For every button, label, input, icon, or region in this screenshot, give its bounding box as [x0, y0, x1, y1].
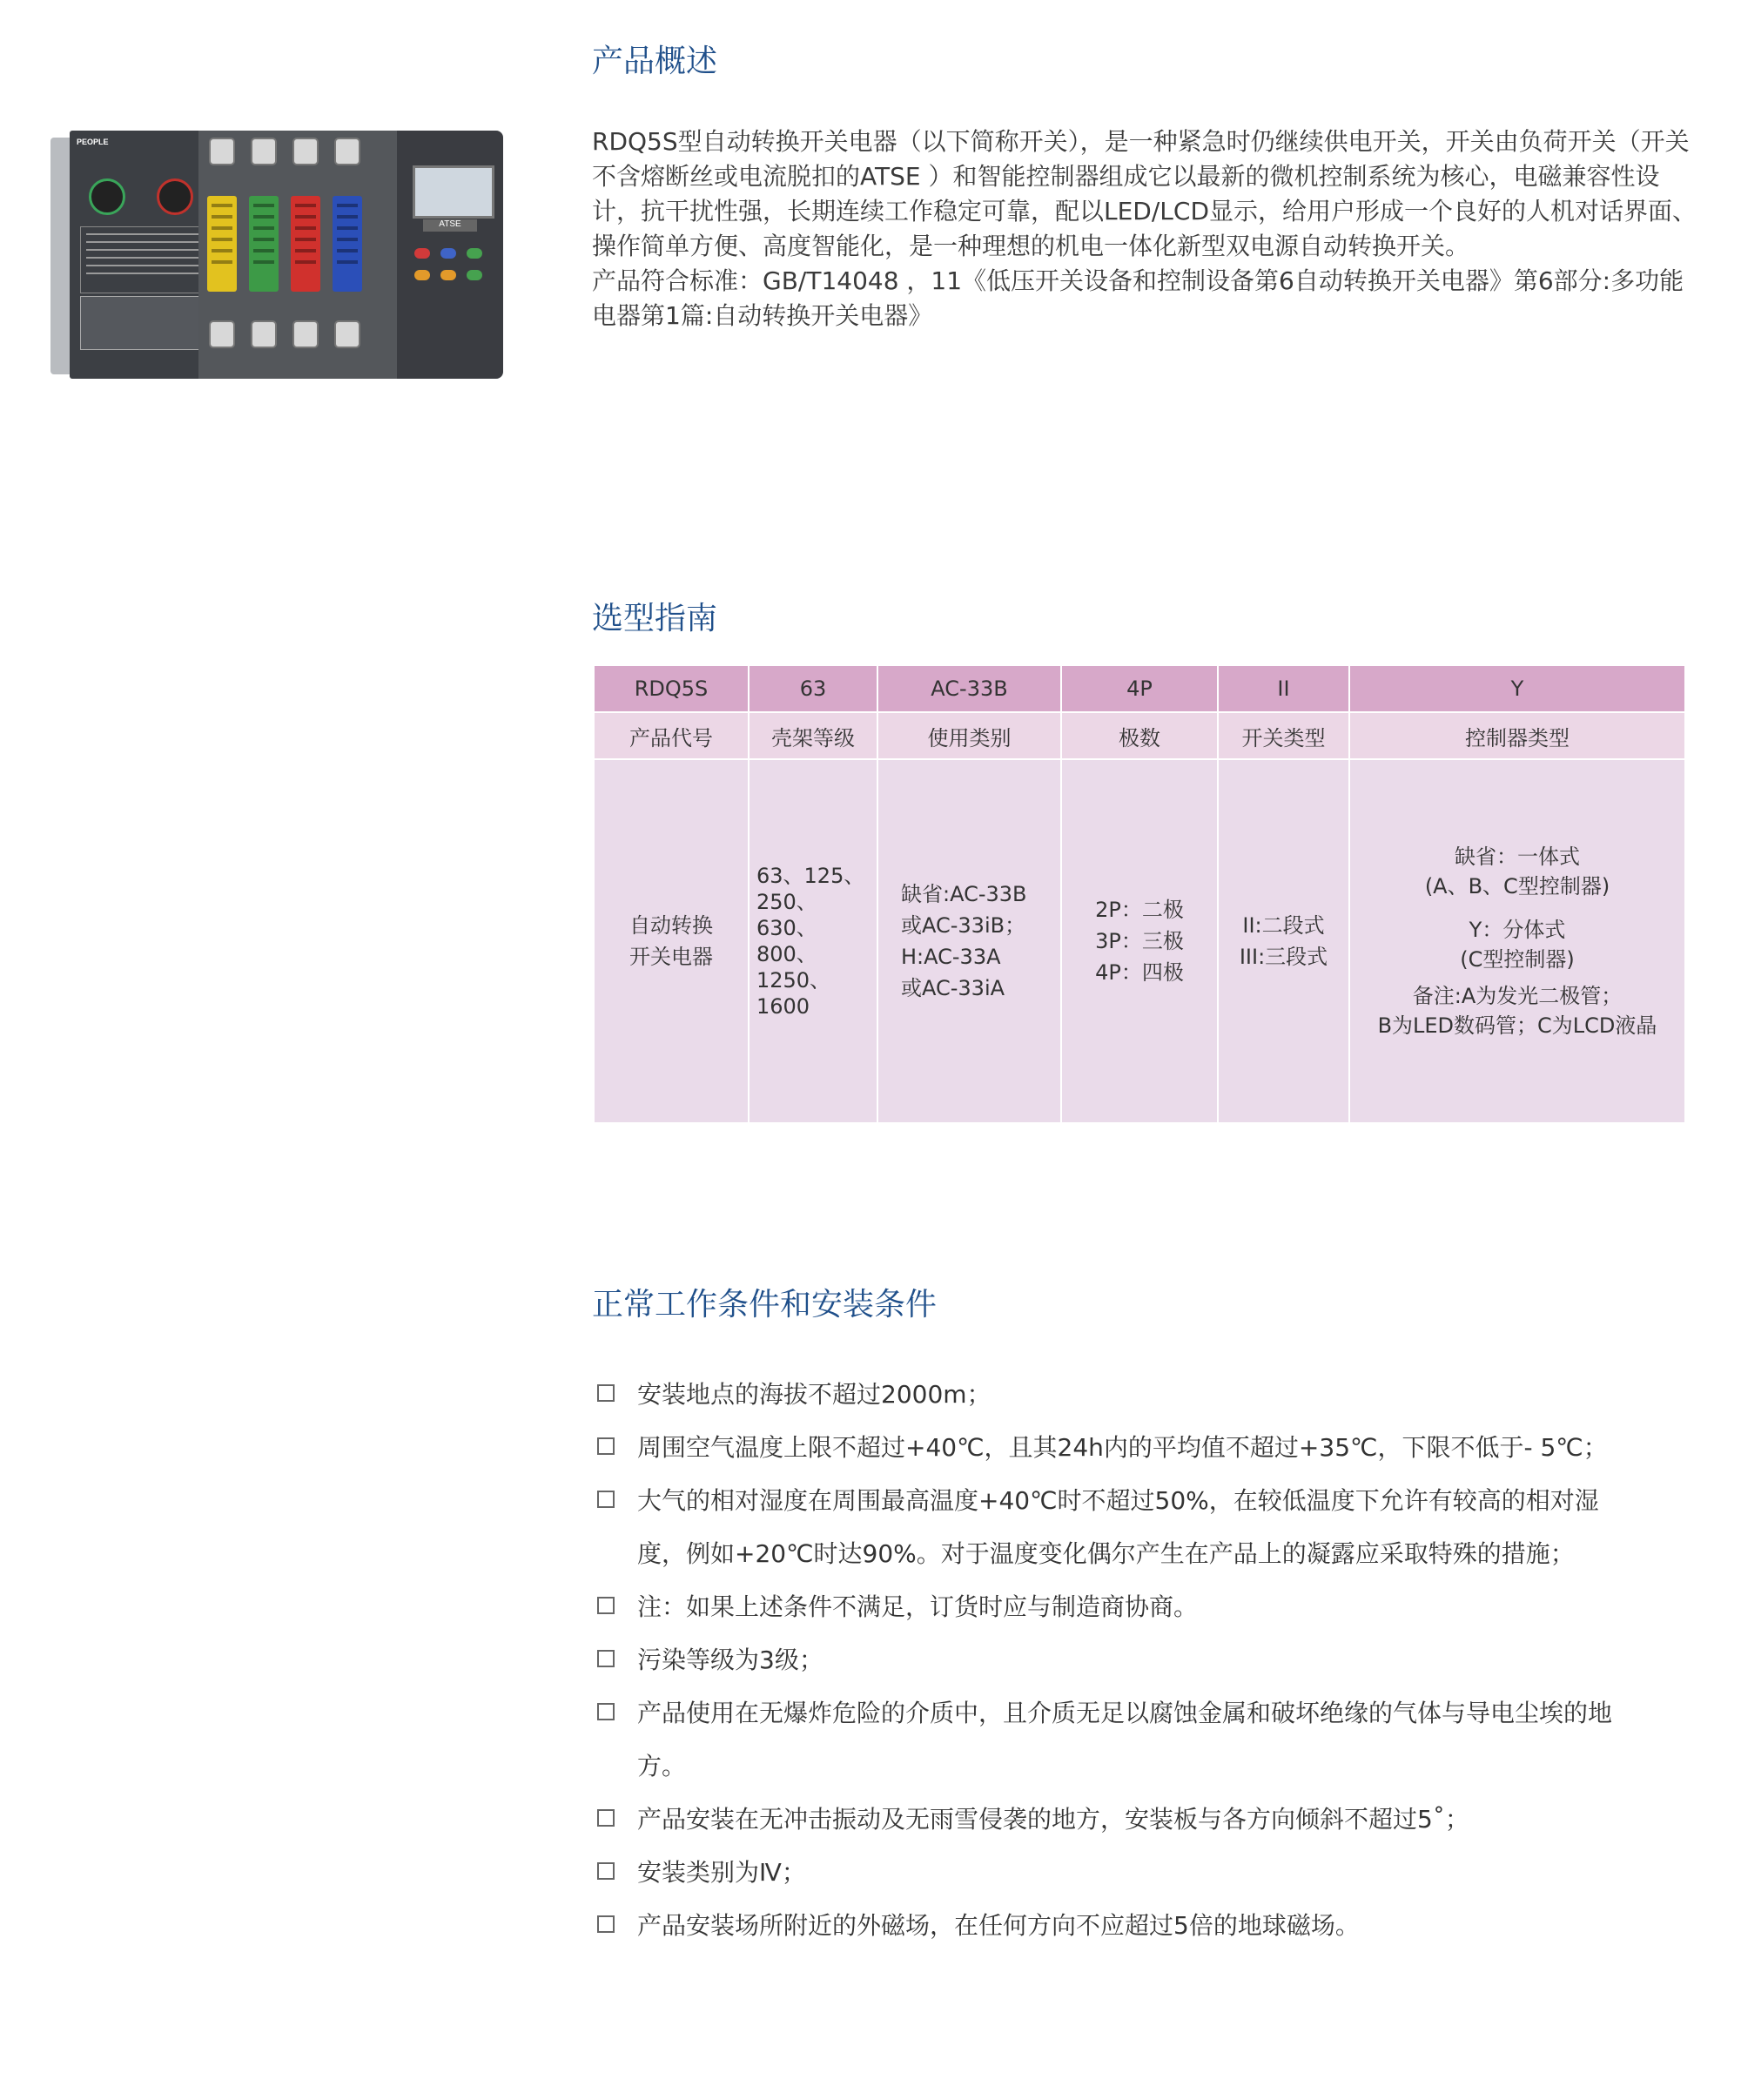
terminal-bottom-3 — [292, 320, 319, 348]
checkbox-icon — [597, 1437, 615, 1455]
list-item — [592, 1793, 1619, 1846]
code-cell: RDQ5S — [594, 665, 749, 712]
detail-line: 800、1250、 — [756, 942, 831, 993]
lcd-screen — [413, 165, 494, 219]
code-cell: 63 — [749, 665, 877, 712]
brand-logo: PEOPLE — [77, 138, 109, 146]
terminal-top-3 — [292, 138, 319, 165]
condition-text: 产品安装在无冲击振动及无雨雪侵袭的地方，安装板与各方向倾斜不超过5˚； — [637, 1805, 1469, 1834]
detail-line: 2P：二极 — [1095, 898, 1184, 922]
terminal-bottom-1 — [209, 320, 235, 348]
detail-line: 或AC-33iA — [901, 976, 1005, 1000]
conditions-list — [592, 1368, 1619, 1952]
red-knob — [157, 178, 193, 215]
overview-title: 产品概述 — [592, 44, 718, 79]
phase-bar-1 — [207, 196, 237, 292]
detail-row — [594, 759, 1685, 1123]
model-code-row — [594, 665, 1685, 712]
condition-text: 周围空气温度上限不超过+40℃，且其24h内的平均值不超过+35℃，下限不低于- 5℃； — [637, 1433, 1608, 1462]
condition-text: 安装类别为Ⅳ； — [637, 1858, 806, 1887]
condition-text: 产品安装场所附近的外磁场，在任何方向不应超过5倍的地球磁场。 — [637, 1911, 1360, 1940]
condition-text: 大气的相对湿度在周围最高温度+40℃时不超过50%，在较低温度下允许有较高的相对湿度，例如+20℃时达90%。对于温度变化偶尔产生在产品上的凝露应采取特殊的措施； — [637, 1486, 1599, 1568]
phase-bar-3 — [291, 196, 320, 292]
header-cell: 开关类型 — [1218, 712, 1349, 759]
detail-line: 开关电器 — [629, 945, 713, 969]
controller-detail-cell — [1349, 759, 1685, 1123]
checkbox-icon — [597, 1384, 615, 1402]
controller-button — [467, 270, 482, 280]
conditions-title: 正常工作条件和安装条件 — [592, 1287, 938, 1323]
detail-line: II:二段式 — [1242, 913, 1325, 938]
list-item — [592, 1686, 1619, 1793]
controller-button — [467, 248, 482, 259]
overview-text — [592, 125, 1697, 333]
product-image — [50, 131, 477, 379]
frame-detail-cell — [749, 759, 877, 1123]
controller-button — [414, 248, 430, 259]
list-item — [592, 1633, 1619, 1686]
condition-text: 污染等级为3级； — [637, 1646, 823, 1674]
detail-line: 或AC-33iB； — [901, 913, 1026, 938]
condition-text: 安装地点的海拔不超过2000m； — [637, 1380, 991, 1409]
green-knob — [89, 178, 125, 215]
detail-line: (C型控制器) — [1460, 947, 1575, 972]
list-item — [592, 1846, 1619, 1899]
checkbox-icon — [597, 1809, 615, 1827]
detail-line: 3P：三极 — [1095, 929, 1184, 953]
switch-body — [198, 131, 407, 379]
detail-line: H:AC-33A — [901, 945, 1001, 969]
list-item — [592, 1421, 1619, 1474]
terminal-bottom-4 — [334, 320, 360, 348]
selection-table — [593, 664, 1686, 1124]
controller-button — [440, 248, 456, 259]
header-row — [594, 712, 1685, 759]
terminal-top-4 — [334, 138, 360, 165]
checkbox-icon — [597, 1862, 615, 1880]
checkbox-icon — [597, 1597, 615, 1614]
list-item — [592, 1580, 1619, 1633]
list-item — [592, 1474, 1619, 1580]
controller-panel — [397, 131, 503, 379]
header-cell: 控制器类型 — [1349, 712, 1685, 759]
atse-label: ATSE — [423, 219, 477, 232]
list-item — [592, 1899, 1619, 1952]
switch-type-detail-cell — [1218, 759, 1349, 1123]
overview-standard: 产品符合标准：GB/T14048 ，11《低压开关设备和控制设备第6自动转换开关电器》第6部分:多功能电器第1篇:自动转换开关电器》 — [592, 266, 1684, 330]
checkbox-icon — [597, 1491, 615, 1508]
rating-plate — [80, 296, 212, 350]
overview-paragraph-1: RDQ5S型自动转换开关电器（以下简称开关），是一种紧急时仍继续供电开关，开关由负荷开关（开关不含熔断丝或电流脱扣的ATSE ）和智能控制器组成它以最新的微机控制系统为核心，电磁兼容性设计，抗干扰性强，长期连续工作稳定可靠，配以LED/LCD显示，给用户形成一个良好的人机对话界面、操作简单方便、高度智能化，是一种理想的机电一体化新型双电源自动转换开关。 — [592, 127, 1697, 260]
controller-button — [440, 270, 456, 280]
detail-line: 自动转换 — [629, 913, 713, 938]
category-detail-cell — [877, 759, 1061, 1123]
checkbox-icon — [597, 1915, 615, 1933]
condition-text: 产品使用在无爆炸危险的介质中，且介质无足以腐蚀金属和破坏绝缘的气体与导电尘埃的地方。 — [637, 1699, 1613, 1780]
detail-line: 缺省：一体式 — [1455, 845, 1580, 869]
detail-line: Y：分体式 — [1469, 918, 1566, 942]
detail-line: (A、B、C型控制器) — [1424, 874, 1610, 899]
detail-line: B为LED数码管；C为LCD液晶 — [1377, 1013, 1657, 1038]
selection-title: 选型指南 — [592, 601, 718, 636]
header-cell: 极数 — [1061, 712, 1218, 759]
detail-line: 4P：四极 — [1095, 960, 1184, 985]
detail-line: 备注:A为发光二极管； — [1412, 984, 1623, 1008]
detail-line: 1600 — [756, 994, 810, 1019]
terminal-top-1 — [209, 138, 235, 165]
header-cell: 使用类别 — [877, 712, 1061, 759]
header-cell: 壳架等级 — [749, 712, 877, 759]
phase-bar-4 — [333, 196, 362, 292]
checkbox-icon — [597, 1650, 615, 1667]
detail-line: 63、125、 — [756, 864, 865, 888]
instruction-label — [80, 226, 212, 293]
code-cell: Y — [1349, 665, 1685, 712]
terminal-top-2 — [251, 138, 277, 165]
condition-text: 注：如果上述条件不满足，订货时应与制造商协商。 — [637, 1592, 1199, 1621]
list-item — [592, 1368, 1619, 1421]
product-detail-cell — [594, 759, 749, 1123]
code-cell: AC-33B — [877, 665, 1061, 712]
controller-button — [414, 270, 430, 280]
code-cell: 4P — [1061, 665, 1218, 712]
terminal-bottom-2 — [251, 320, 277, 348]
code-cell: II — [1218, 665, 1349, 712]
poles-detail-cell — [1061, 759, 1218, 1123]
detail-line: 缺省:AC-33B — [901, 882, 1027, 906]
header-cell: 产品代号 — [594, 712, 749, 759]
checkbox-icon — [597, 1703, 615, 1720]
detail-line: 250、630、 — [756, 890, 817, 940]
phase-bar-2 — [249, 196, 279, 292]
detail-line: III:三段式 — [1239, 945, 1328, 969]
